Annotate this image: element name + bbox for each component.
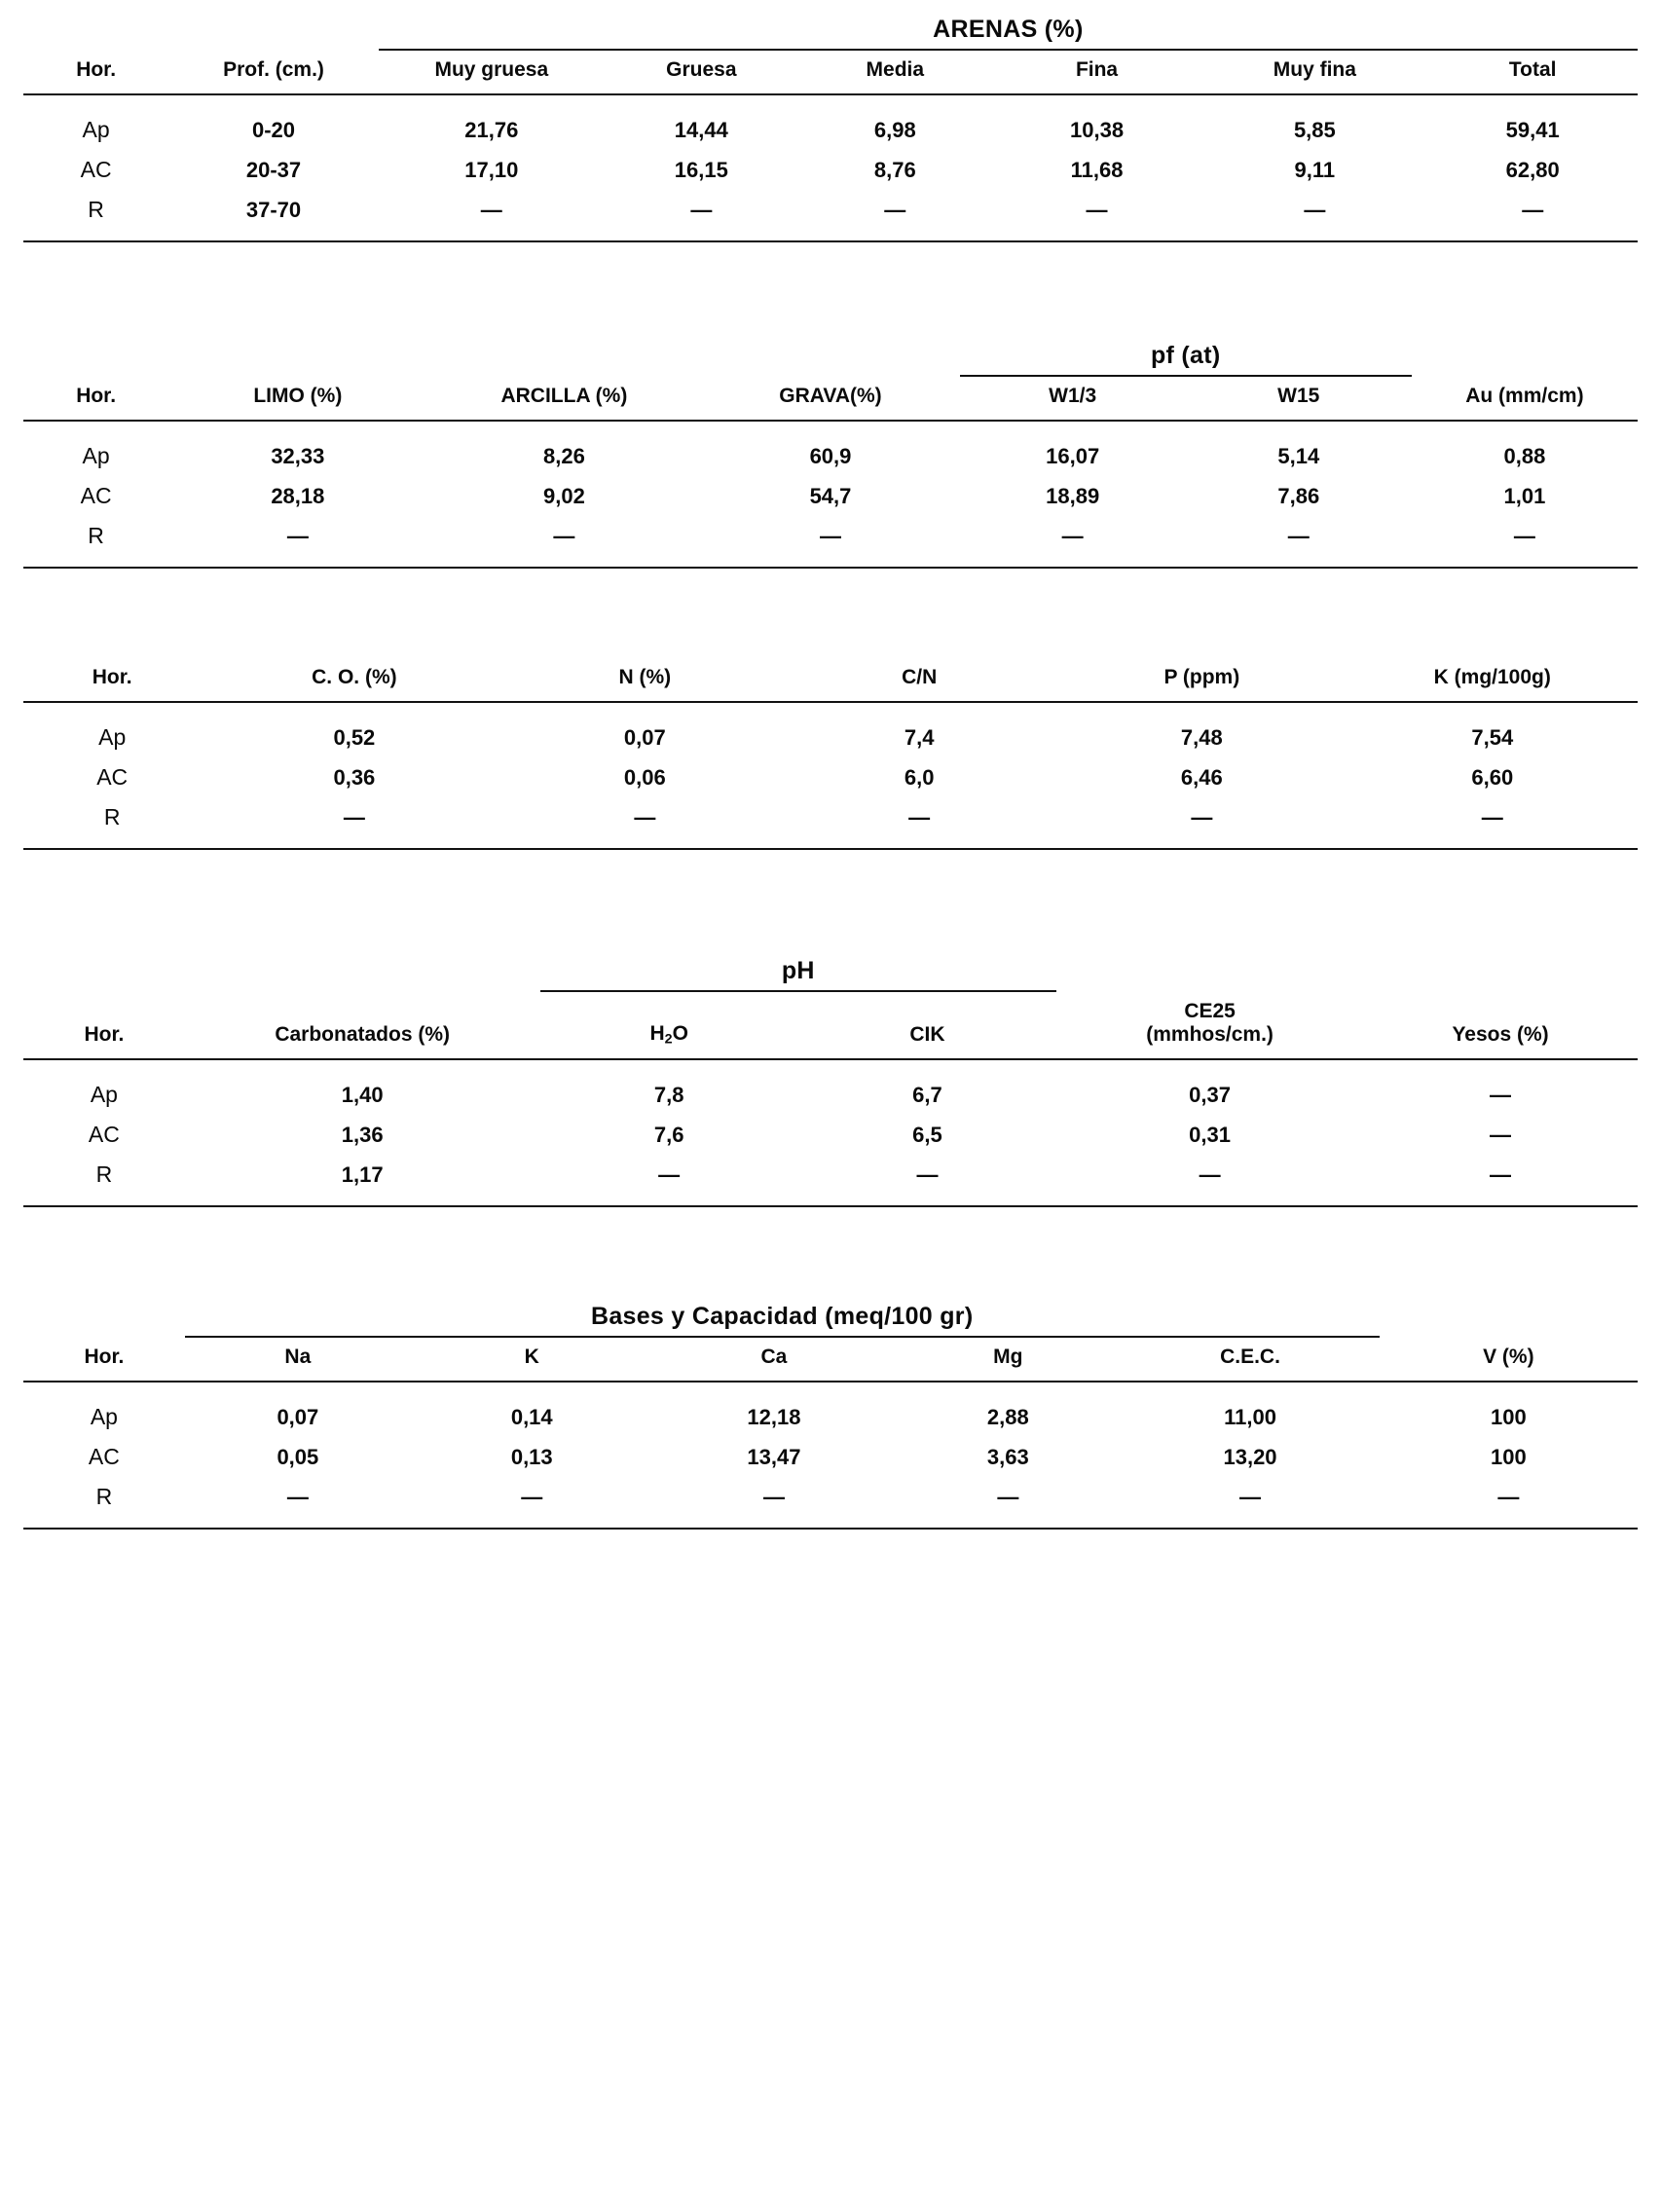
data-cell: — (605, 190, 798, 241)
data-cell: 62,80 (1505, 157, 1560, 182)
data-cell: 59,41 (1427, 94, 1638, 150)
group-title-ph: pH (781, 957, 815, 984)
data-cell: — (1347, 797, 1638, 849)
data-cell: — (701, 516, 959, 568)
data-cell: 60,9 (701, 421, 959, 476)
table-row (23, 1059, 1638, 1115)
data-cell: 2,88 (895, 1382, 1121, 1437)
ph-table (23, 951, 1638, 1207)
col-header-cn: C/N (902, 666, 938, 688)
block-spacer (23, 242, 1638, 336)
data-cell: 7,6 (653, 1122, 684, 1147)
data-cell: 8,76 (873, 157, 916, 182)
data-cell: 37-70 (168, 190, 379, 241)
col-header-mg: Mg (993, 1346, 1023, 1369)
spacer-cell (1380, 1297, 1638, 1335)
bases-table (23, 1297, 1638, 1530)
table-block-organico (23, 658, 1638, 850)
data-cell: 0-20 (168, 94, 379, 150)
data-cell: — (798, 1155, 1056, 1206)
col-header-muy-fina: Muy fina (1273, 58, 1356, 81)
data-cell: 13,20 (1223, 1444, 1277, 1469)
data-cell: 12,18 (653, 1382, 896, 1437)
col-header-h2o: $H_2O$ (649, 1021, 688, 1048)
col-header-hor: Hor. (92, 666, 132, 688)
data-cell: — (1186, 516, 1412, 568)
col-header-hor: Hor. (84, 1023, 125, 1047)
col-header-gruesa: Gruesa (666, 58, 737, 81)
data-cell: 6,0 (904, 764, 935, 790)
data-cell: 7,48 (1056, 702, 1347, 757)
data-cell: 100 (1380, 1382, 1638, 1437)
spacer-cell (185, 951, 540, 989)
data-cell: 5,85 (1201, 94, 1427, 150)
data-cell: 32,33 (168, 421, 426, 476)
col-header-yesos: Yesos (%) (1452, 1023, 1549, 1047)
data-cell: — (782, 797, 1056, 849)
data-cell: 6,7 (798, 1059, 1056, 1115)
col-header-fina: Fina (1075, 58, 1119, 81)
col-header-hor: Hor. (76, 58, 117, 81)
data-cell: 100 (1490, 1444, 1527, 1469)
data-cell: 0,52 (201, 702, 507, 757)
data-cell: 0,05 (277, 1444, 319, 1469)
row-label: Ap (23, 1382, 185, 1437)
data-cell: 9,11 (1294, 157, 1336, 182)
data-cell: — (1363, 1155, 1638, 1206)
organico-table (23, 658, 1638, 850)
data-cell: 21,76 (379, 94, 605, 150)
spacer-cell (426, 336, 701, 374)
data-cell: 20-37 (245, 157, 302, 182)
table-row (23, 797, 1638, 849)
data-cell: 17,10 (464, 157, 519, 182)
group-title-bases: Bases y Capacidad (meq/100 gr) (590, 1303, 974, 1331)
col-header-ca: Ca (760, 1346, 788, 1369)
spacer-cell (23, 1297, 185, 1335)
col-header-cik: CIK (909, 1023, 945, 1047)
col-header-w13: W1/3 (1049, 385, 1097, 407)
data-cell: 11,68 (1070, 157, 1124, 182)
data-cell: — (895, 1477, 1121, 1529)
data-cell: 0,13 (510, 1444, 553, 1469)
row-label: AC (88, 1444, 120, 1470)
spacer-cell (23, 951, 185, 989)
table-row (23, 1382, 1638, 1437)
table-row (23, 150, 1638, 190)
table-row (23, 702, 1638, 757)
row-label: AC (96, 764, 129, 790)
data-cell: 6,5 (912, 1122, 942, 1147)
row-label: Ap (23, 1059, 185, 1115)
data-cell: — (1412, 516, 1638, 568)
table-block-bases (23, 1297, 1638, 1530)
col-header-hor: Hor. (76, 385, 117, 407)
data-cell: — (426, 516, 701, 568)
group-title-arenas: ARENAS (%) (933, 16, 1084, 43)
data-cell: 16,07 (960, 421, 1186, 476)
header-row (23, 992, 1638, 1059)
header-row (23, 377, 1638, 421)
table-row (23, 190, 1638, 241)
data-cell: 6,60 (1471, 764, 1514, 790)
table-row (23, 1477, 1638, 1529)
data-cell: 6,46 (1180, 764, 1223, 790)
col-header-carbonatados: Carbonatados (%) (275, 1023, 451, 1047)
header-row (23, 51, 1638, 94)
data-cell: — (960, 516, 1186, 568)
col-header-cec: C.E.C. (1220, 1346, 1280, 1369)
data-cell: — (1056, 797, 1347, 849)
data-cell: — (1363, 1059, 1638, 1115)
data-cell: 14,44 (605, 94, 798, 150)
data-cell: — (507, 797, 782, 849)
data-cell: 1,17 (185, 1155, 540, 1206)
data-cell: — (540, 1155, 798, 1206)
table-block-arenas (23, 10, 1638, 242)
data-cell: 16,15 (674, 157, 728, 182)
col-header-ce25: CE25 (mmhos/cm.) (1146, 1000, 1273, 1047)
table-row (23, 1155, 1638, 1206)
col-header-na: Na (284, 1346, 312, 1369)
spacer-cell (168, 10, 379, 48)
data-cell: 10,38 (992, 94, 1202, 150)
row-label: R (23, 190, 168, 241)
table-row (23, 94, 1638, 150)
row-label: R (23, 516, 168, 568)
spacer-cell (23, 336, 168, 374)
block-spacer (23, 850, 1638, 951)
data-cell: 9,02 (543, 483, 585, 508)
data-cell: 7,54 (1347, 702, 1638, 757)
col-header-co: C. O. (%) (312, 666, 397, 688)
data-cell: — (1121, 1477, 1379, 1529)
granulometria-table (23, 336, 1638, 569)
col-header-n: N (%) (618, 666, 672, 688)
col-header-k: K (mg/100g) (1433, 666, 1551, 688)
data-cell: 8,26 (426, 421, 701, 476)
data-cell: — (653, 1477, 896, 1529)
col-header-v: V (%) (1483, 1346, 1534, 1369)
data-cell: 0,07 (507, 702, 782, 757)
spacer-cell (1412, 336, 1638, 374)
data-cell: 0,07 (185, 1382, 411, 1437)
data-cell: 7,86 (1277, 483, 1320, 508)
data-cell: — (798, 190, 992, 241)
data-cell: 6,98 (798, 94, 992, 150)
data-cell: 1,36 (341, 1122, 384, 1147)
col-header-limo: LIMO (%) (253, 385, 343, 407)
data-cell: 1,40 (185, 1059, 540, 1115)
col-header-w15: W15 (1277, 385, 1320, 407)
data-cell: — (1056, 1155, 1363, 1206)
spacer-cell (1363, 951, 1638, 989)
data-cell: 7,8 (540, 1059, 798, 1115)
col-header-prof: Prof. (cm.) (223, 58, 324, 81)
row-label: AC (88, 1122, 120, 1148)
data-cell: — (168, 516, 426, 568)
block-spacer (23, 569, 1638, 658)
data-cell: 11,00 (1121, 1382, 1379, 1437)
data-cell: — (1427, 190, 1638, 241)
table-block-ph (23, 951, 1638, 1207)
table-row (23, 1115, 1638, 1155)
col-header-p: P (ppm) (1163, 666, 1240, 688)
row-label: AC (80, 483, 112, 508)
data-cell: 18,89 (1046, 483, 1100, 508)
data-cell: — (379, 190, 605, 241)
block-spacer (23, 1207, 1638, 1297)
data-cell: 54,7 (809, 483, 852, 508)
col-header-total: Total (1508, 58, 1557, 81)
data-cell: 7,4 (782, 702, 1056, 757)
arenas-table (23, 10, 1638, 242)
data-cell: 13,47 (747, 1444, 801, 1469)
col-header-k: K (524, 1346, 539, 1369)
table-row (23, 516, 1638, 568)
data-cell: — (992, 190, 1202, 241)
group-title-row (23, 10, 1638, 48)
table-row (23, 421, 1638, 476)
header-row (23, 1338, 1638, 1382)
col-header-au: Au (mm/cm) (1465, 385, 1584, 407)
data-cell: 0,37 (1056, 1059, 1363, 1115)
data-cell: — (1380, 1477, 1638, 1529)
data-cell: 0,14 (411, 1382, 653, 1437)
col-header-grava: GRAVA(%) (779, 385, 882, 407)
group-title-row (23, 1297, 1638, 1335)
data-cell: 28,18 (271, 483, 325, 508)
data-cell: 0,88 (1412, 421, 1638, 476)
row-label: Ap (23, 421, 168, 476)
header-row (23, 658, 1638, 702)
data-cell: 0,36 (333, 764, 376, 790)
group-title-row (23, 336, 1638, 374)
row-label: R (23, 1477, 185, 1529)
data-cell: — (1490, 1122, 1512, 1147)
data-cell: 1,01 (1503, 483, 1546, 508)
row-label: Ap (23, 94, 168, 150)
data-cell: — (201, 797, 507, 849)
table-block-granulometria (23, 336, 1638, 569)
spacer-cell (701, 336, 959, 374)
table-row (23, 476, 1638, 516)
data-cell: — (185, 1477, 411, 1529)
data-cell: 0,06 (623, 764, 666, 790)
data-cell: — (411, 1477, 653, 1529)
col-header-muy-gruesa: Muy gruesa (434, 58, 549, 81)
col-header-arcilla: ARCILLA (%) (500, 385, 628, 407)
data-cell: 5,14 (1186, 421, 1412, 476)
data-cell: 3,63 (986, 1444, 1029, 1469)
row-label: R (23, 1155, 185, 1206)
spacer-cell (168, 336, 426, 374)
row-label: Ap (23, 702, 201, 757)
group-title-pf: pf (at) (1150, 342, 1221, 369)
data-cell: — (1201, 190, 1427, 241)
col-header-hor: Hor. (84, 1346, 125, 1369)
group-title-row (23, 951, 1638, 989)
row-label: AC (80, 157, 112, 182)
table-row (23, 757, 1638, 797)
spacer-cell (23, 10, 168, 48)
col-header-media: Media (866, 58, 925, 81)
spacer-cell (1056, 951, 1363, 989)
data-cell: 0,31 (1189, 1122, 1231, 1147)
table-row (23, 1437, 1638, 1477)
row-label: R (23, 797, 201, 849)
